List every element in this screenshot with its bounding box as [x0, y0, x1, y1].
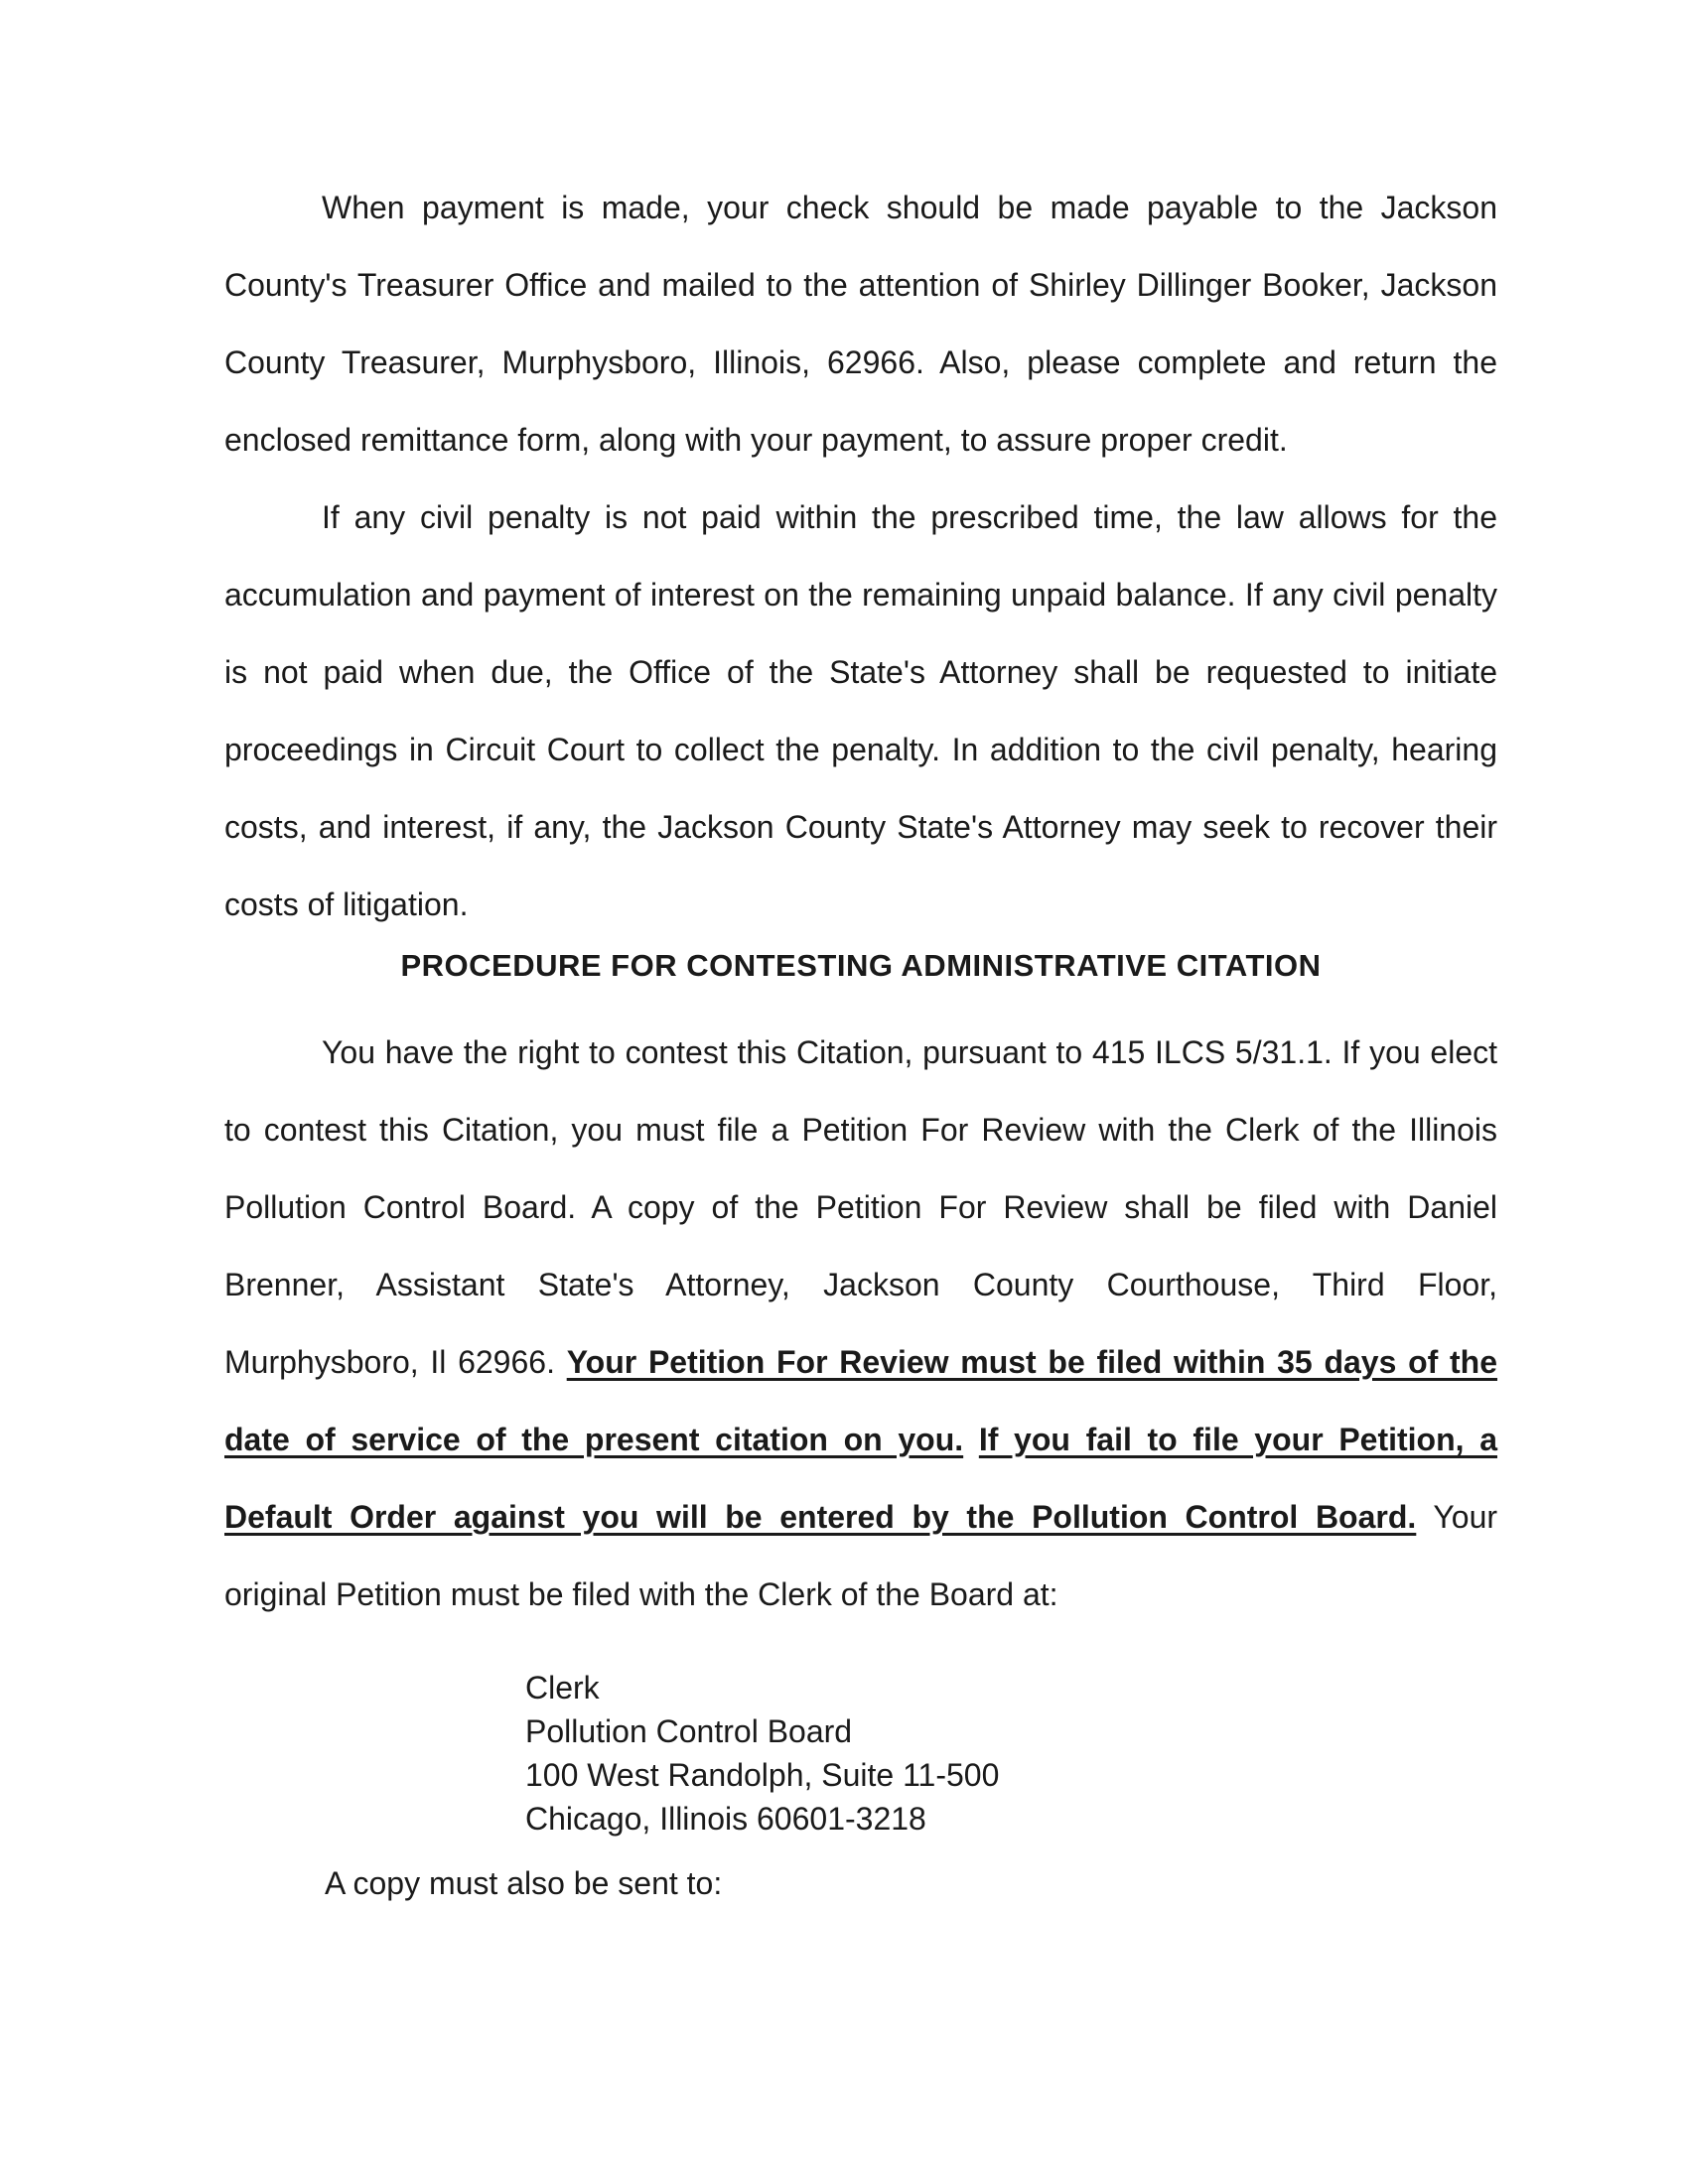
payment-paragraph: When payment is made, your check should be made payable to the Jackson County's Treasurer Office and mailed to the attention of Shirley Dillinger Booker, Jackson County Treasurer, Murphysboro, Illinois, 62966. Also, please complete and return the enclosed remittance form, along with your payment, to assure proper credit.: [224, 190, 1497, 458]
penalty-paragraph: If any civil penalty is not paid within the prescribed time, the law allows for the accumulation and payment of interest on the remaining unpaid balance. If any civil penalty is not paid when due, the Office of the State's Attorney shall be requested to initiate proceedings in Circuit Court to collect the penalty. In addition to the civil penalty, hearing costs, and interest, if any, the Jackson County State's Attorney may seek to recover their costs of litigation.: [224, 499, 1497, 922]
address-line-4: Chicago, Illinois 60601-3218: [525, 1801, 926, 1837]
contest-paragraph: [224, 1014, 1497, 1633]
address-line-2: Pollution Control Board: [525, 1713, 853, 1749]
filing-deadline-notice: Your Petition For Review must be filed within 35 days of the date of service of the present citation on you.: [224, 1344, 1498, 1457]
default-order-warning: If you fail to file your Petition, a Default Order against you will be entered by the Pollution Control Board.: [224, 1422, 1497, 1535]
copy-note: A copy must also be sent to:: [325, 1865, 723, 1901]
address-line-3: 100 West Randolph, Suite 11-500: [525, 1757, 1000, 1793]
contest-closing-text: Your original Petition must be filed with the Clerk of the Board at:: [224, 1499, 1498, 1612]
clerk-address-block: [525, 1666, 999, 1841]
address-line-1: Clerk: [525, 1670, 600, 1706]
section-heading: PROCEDURE FOR CONTESTING ADMINISTRATIVE CITATION: [400, 948, 1322, 983]
contest-intro-text: You have the right to contest this Citation, pursuant to 415 ILCS 5/31.1. If you elect to contest this Citation, you must file a Petition For Review with the Clerk of the Illinois Pollution Control Board. A copy of the Petition For Review shall be filed with Daniel Brenner, Assistant State's Attorney, Jackson County Courthouse, Third Floor, Murphysboro, Il 62966.: [224, 1034, 1497, 1380]
